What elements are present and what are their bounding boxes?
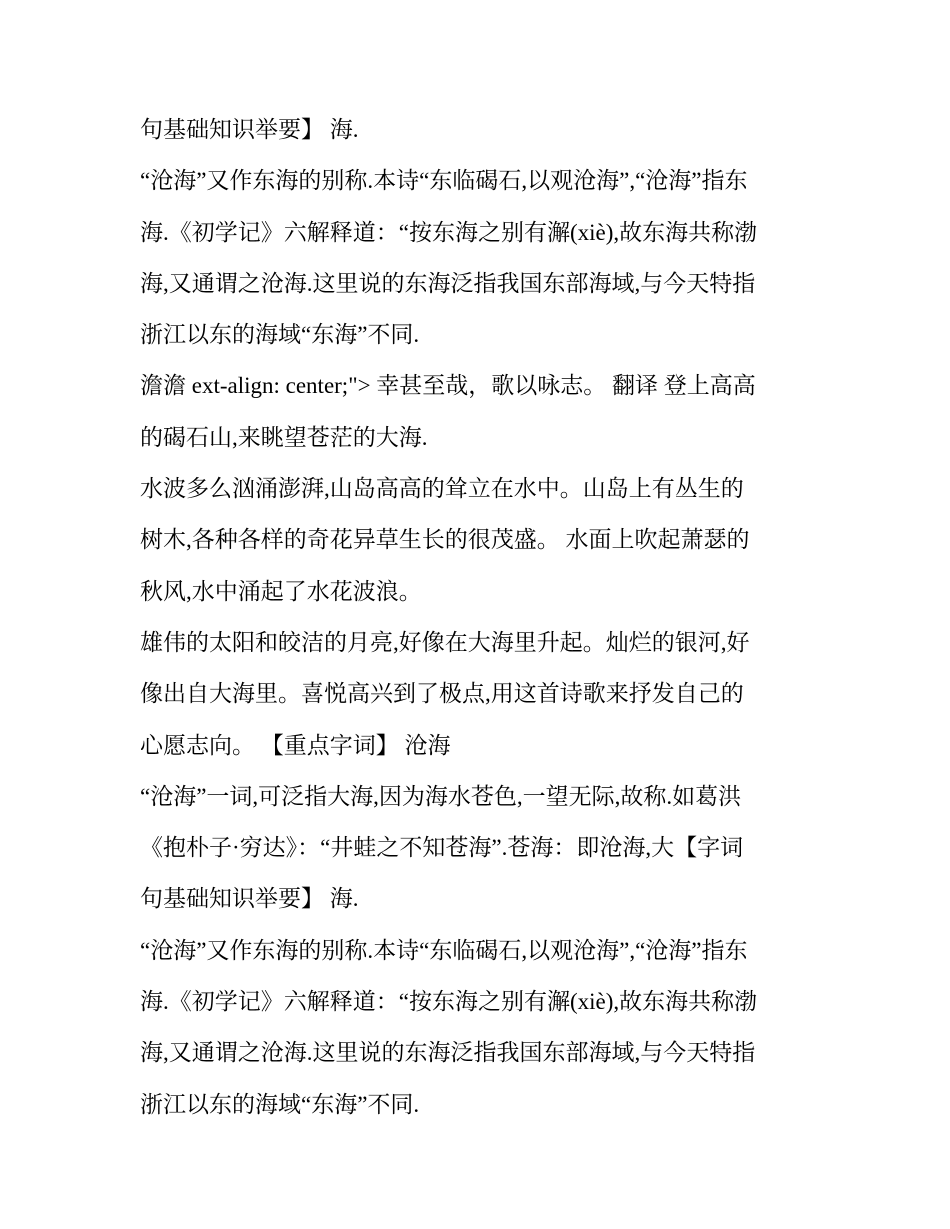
text-line: 水波多么汹涌澎湃,山岛高高的耸立在水中。山岛上有丛生的	[140, 476, 744, 502]
text-line: 《抱朴子·穷达》：“井蛙之不知苍海”.苍海：即沧海,大【字词	[140, 835, 744, 861]
text-line: 雄伟的太阳和皎洁的月亮,好像在大海里升起。灿烂的银河,好	[140, 629, 750, 655]
text-line: 澹澹 ext-align: center;"> 幸甚至哉，歌以咏志。 翻译 登上高高	[140, 373, 756, 399]
text-line: 树木,各种各样的奇花异草生长的很茂盛。 水面上吹起萧瑟的	[140, 527, 750, 553]
document-body	[140, 104, 810, 1130]
text-line: 心愿志向。 【重点字词】 沧海	[140, 732, 451, 758]
text-line: 浙江以东的海域“东海”不同.	[140, 322, 420, 348]
text-line: “沧海”一词,可泛指大海,因为海水苍色,一望无际,故称.如葛洪	[140, 783, 742, 809]
text-line: “沧海”又作东海的别称.本诗“东临碣石,以观沧海”,“沧海”指东	[140, 168, 748, 194]
text-line: 的碣石山,来眺望苍茫的大海.	[140, 424, 428, 450]
text-line: 海.《初学记》六解释道：“按东海之别有澥(xiè),故东海共称渤	[140, 219, 758, 245]
text-line: 句基础知识举要】 海.	[140, 117, 359, 142]
text-line: “沧海”又作东海的别称.本诗“东临碣石,以观沧海”,“沧海”指东	[140, 937, 748, 963]
text-line: 海.《初学记》六解释道：“按东海之别有澥(xiè),故东海共称渤	[140, 989, 758, 1015]
text-line: 像出自大海里。喜悦高兴到了极点,用这首诗歌来抒发自己的	[140, 681, 744, 707]
text-line: 海,又通谓之沧海.这里说的东海泛指我国东部海域,与今天特指	[140, 1040, 756, 1066]
text-line: 句基础知识举要】 海.	[140, 886, 359, 912]
text-line: 海,又通谓之沧海.这里说的东海泛指我国东部海域,与今天特指	[140, 270, 756, 296]
text-line: 秋风,水中涌起了水花波浪。	[140, 578, 422, 604]
text-line: 浙江以东的海域“东海”不同.	[140, 1091, 420, 1117]
